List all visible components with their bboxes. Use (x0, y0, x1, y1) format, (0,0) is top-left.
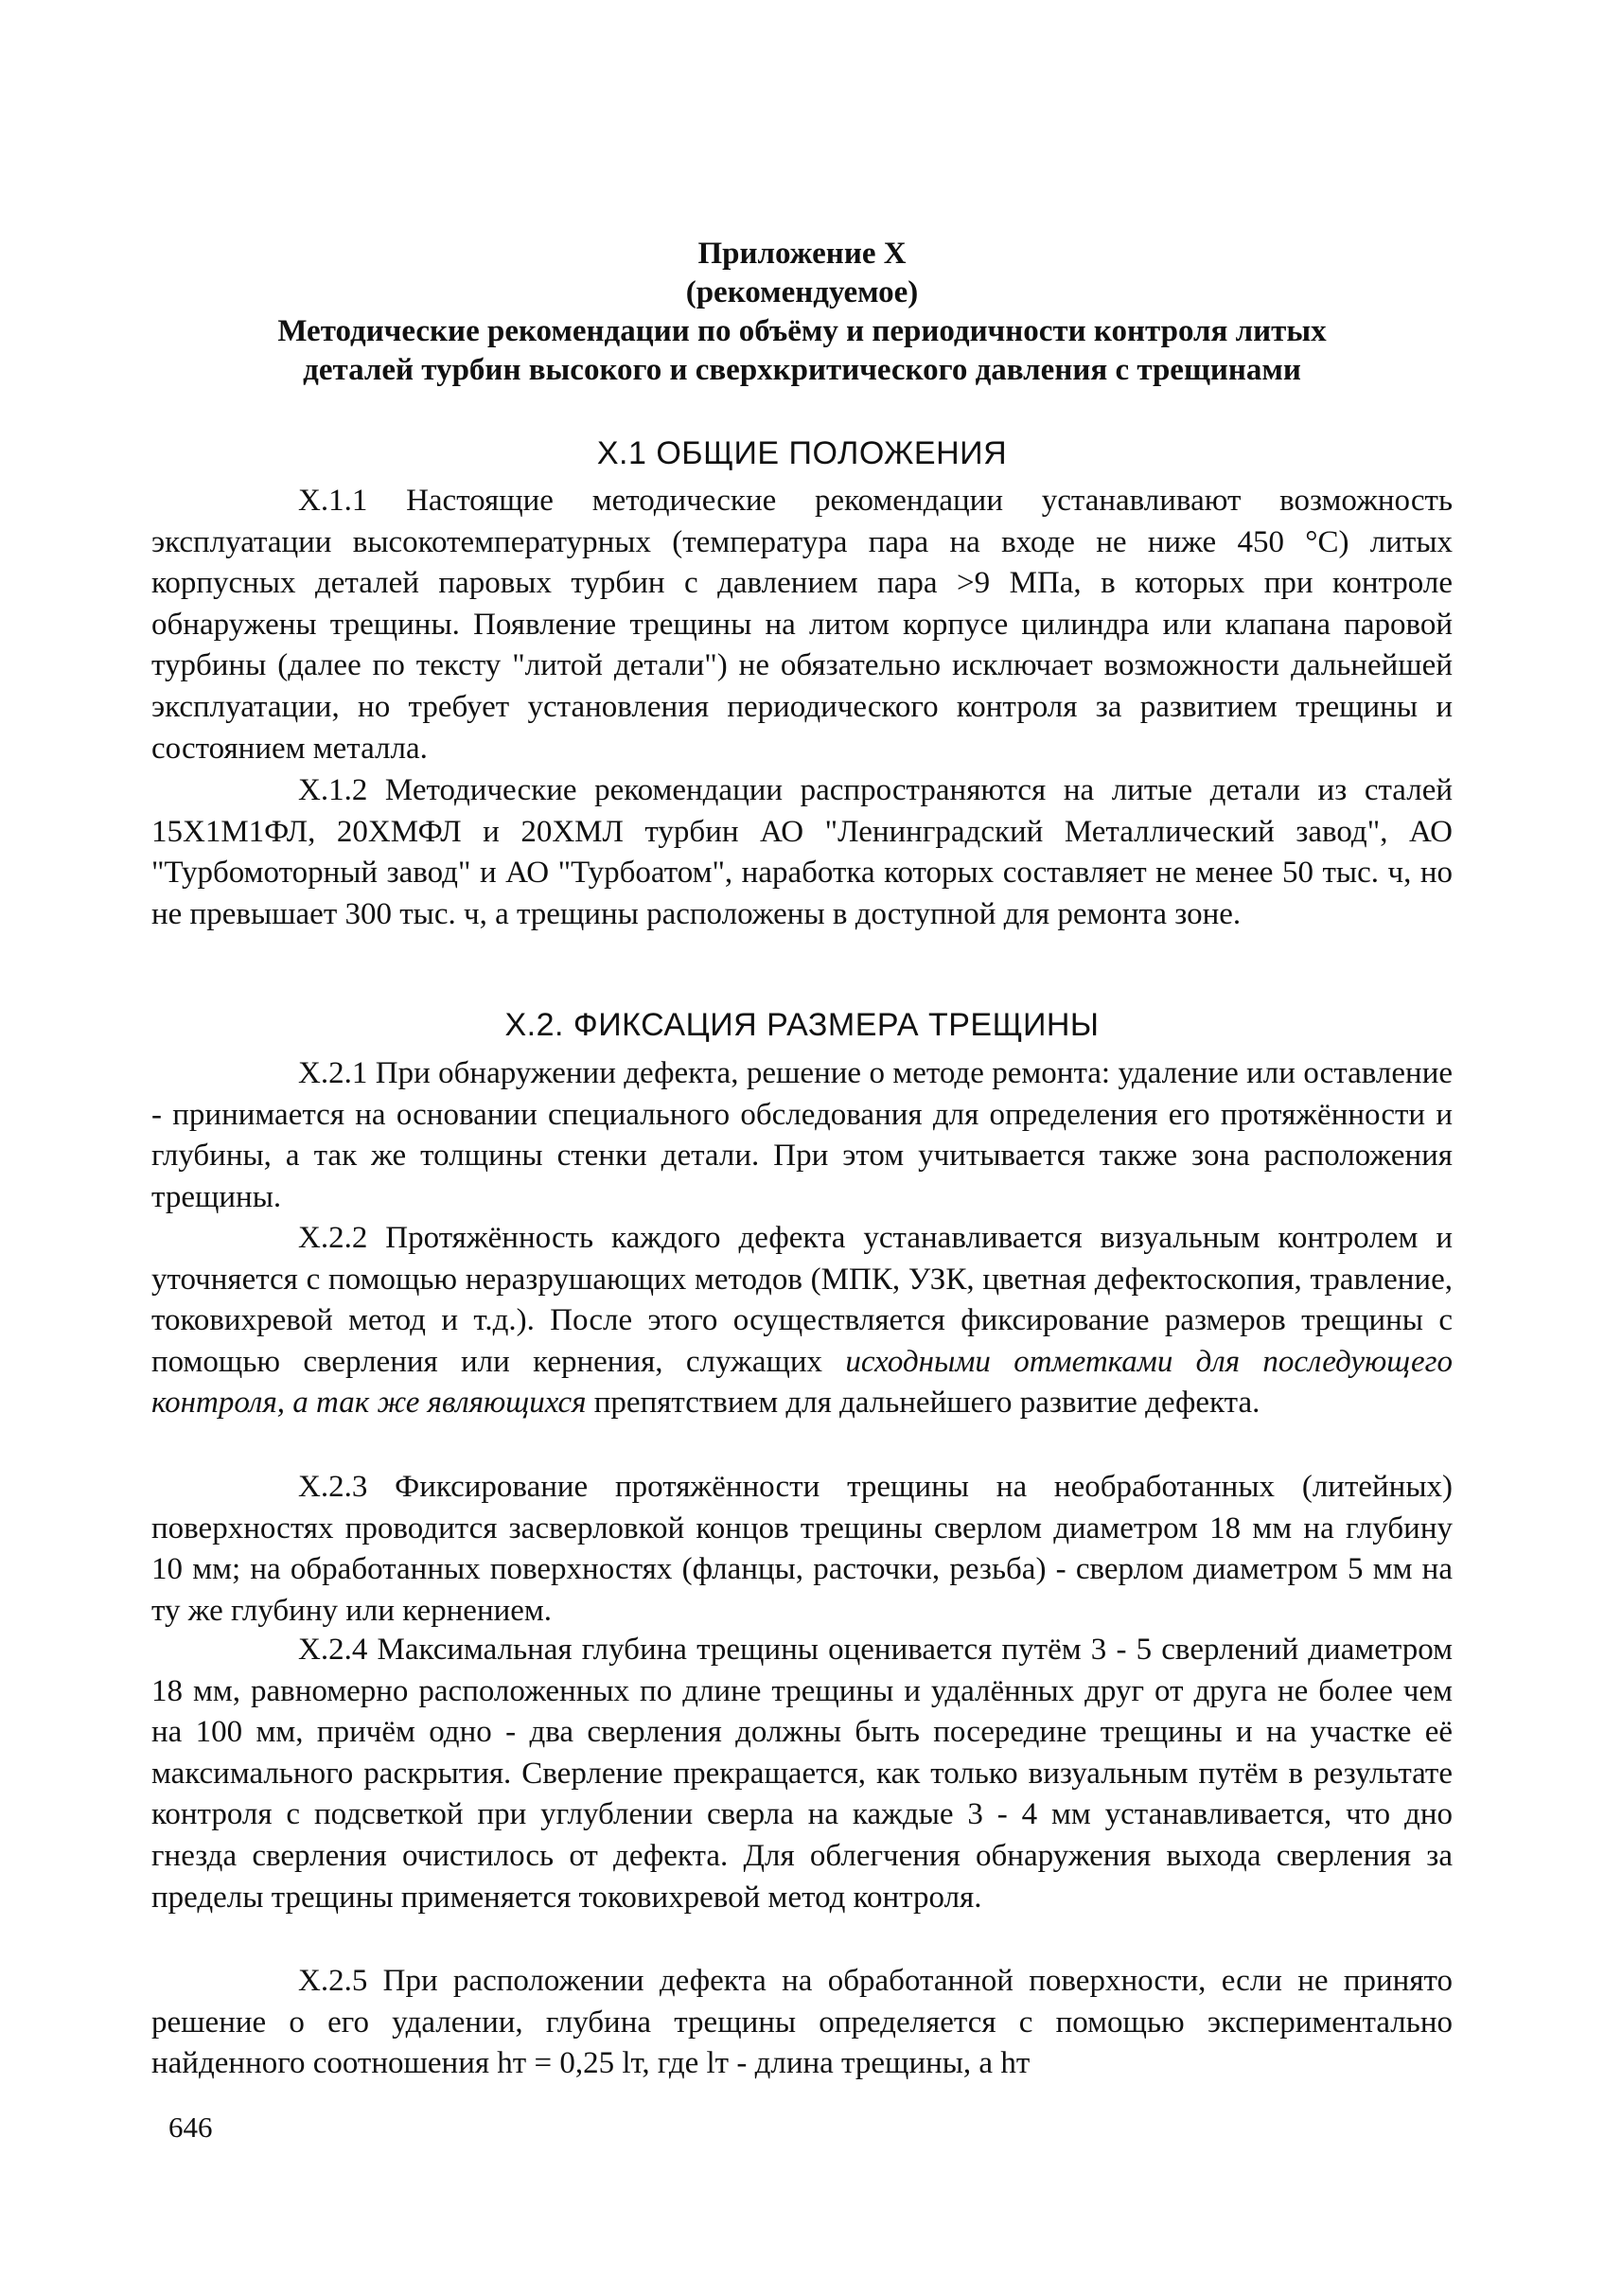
paragraph-x-2-2-start: X.2.2 Протяжённость каждого дефекта устанавливается визуальным контролем и уточняется с помощью неразрушающих методов (МПК, УЗК, цветная дефектоскопия, травление, токовихревой метод и т.д.). После этого осуществляется фиксирование размеров трещины с помощью сверления или кернения, служащих (151, 1221, 1453, 1379)
paragraph-x-2-3: X.2.3 Фиксирование протяжённости трещины на необработанных (литейных) поверхностях проводится засверловкой концов трещины сверлом диаметром 18 мм на глубину 10 мм; на обработанных поверхностях (фланцы, расточки, резьба) - сверлом диаметром 5 мм на ту же глубину или кернением. (151, 1470, 1453, 1628)
appendix-status: (рекомендуемое) (685, 275, 919, 309)
section-1-title: X.1 ОБЩИЕ ПОЛОЖЕНИЯ (596, 435, 1008, 471)
paragraph-x-1-1: X.1.1 Настоящие методические рекомендации устанавливают возможность эксплуатации высокотемпературных (температура пара на входе не ниже 450 °С) литых корпусных деталей паровых турбин с давлением пара >9 МПа, в которых при контроле обнаружены трещины. Появление трещины на литом корпусе цилиндра или клапана паровой турбины (далее по тексту "литой детали") не обязательно исключает возможности дальнейшей эксплуатации, но требует установления периодического контроля за развитием трещины и состоянием металла. (151, 484, 1453, 766)
appendix-title: Приложение X (697, 237, 907, 271)
appendix-heading (151, 235, 1453, 390)
section-2-title: X.2. ФИКСАЦИЯ РАЗМЕРА ТРЕЩИНЫ (504, 1007, 1100, 1043)
page-number: 646 (168, 2111, 213, 2144)
paragraph-x-1-2: X.1.2 Методические рекомендации распространяются на литые детали из сталей 15Х1М1ФЛ, 20ХМФЛ и 20ХМЛ турбин АО "Ленинградский Металлический завод", АО "Турбомоторный завод" и АО "Турбоатом", наработка которых составляет не менее 50 тыс. ч, но не превышает 300 тыс. ч, а трещины расположены в доступной для ремонта зоне. (151, 773, 1453, 931)
paragraph-x-2-2 (151, 1218, 1453, 1424)
paragraph-x-2-2-end: препятствием для дальнейшего развитие дефекта. (586, 1386, 1260, 1421)
paragraph-x-2-5: X.2.5 При расположении дефекта на обработанной поверхности, если не принято решение о его удалении, глубина трещины определяется с помощью экспериментально найденного соотношения hт = 0,25 lт, где lт - длина трещины, а hт (151, 1964, 1453, 2081)
document-title-line-1: Методические рекомендации по объёму и периодичности контроля литых (277, 314, 1327, 348)
paragraph-x-2-4: X.2.4 Максимальная глубина трещины оценивается путём 3 - 5 сверлений диаметром 18 мм, равномерно расположенных по длине трещины и удалённых друг от друга не более чем на 100 мм, причём одно - два сверления должны быть посередине трещины и на участке её максимального раскрытия. Сверление прекращается, как только визуальным путём в результате контроля с подсветкой при углублении сверла на каждые 3 - 4 мм устанавливается, что дно гнезда сверления очистилось от дефекта. Для облегчения обнаружения выхода сверления за пределы трещины применяется токовихревой метод контроля. (151, 1633, 1453, 1915)
paragraph-x-2-1: X.2.1 При обнаружении дефекта, решение о методе ремонта: удаление или оставление - принимается на основании специального обследования для определения его протяжённости и глубины, а так же толщины стенки детали. При этом учитывается также зона расположения трещины. (151, 1056, 1453, 1214)
document-title-line-2: деталей турбин высокого и сверхкритического давления с трещинами (303, 353, 1301, 387)
paragraph-x-2-2-italic: исходными отметками для последующего контроля, а так же являющихся (151, 1344, 1453, 1421)
